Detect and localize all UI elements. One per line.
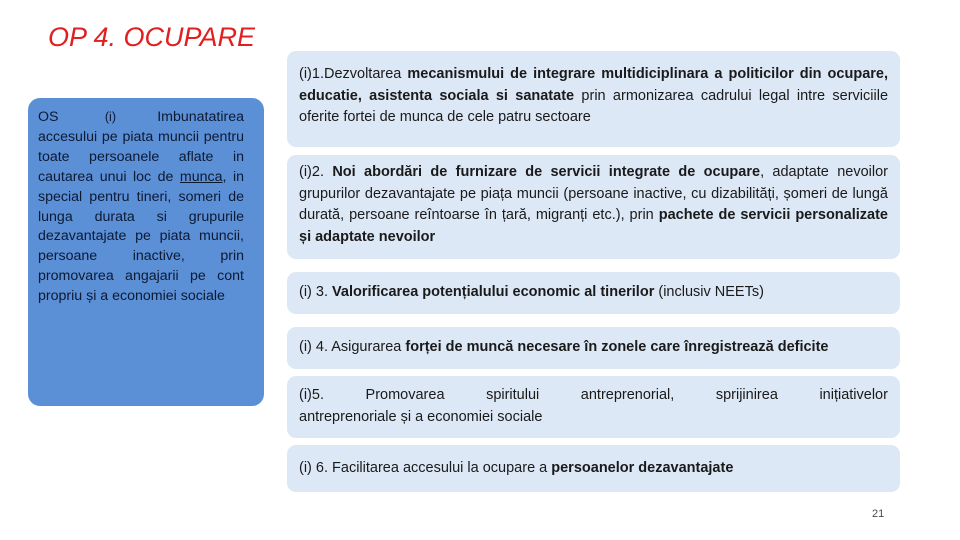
measure-box-5 [287,376,900,438]
measure-label: (i)2. [299,164,324,180]
objective-prefix: OS [38,109,59,125]
objective-text-2: , in special pentru tineri, someri de lunga durata si grupurile dezavantajate pe piata muncii, persoane inactive, prin promovarea angajarii pe cont propriu și a economiei sociale [38,168,244,305]
measure-bold-text: Noi abordări de furnizare de servicii integrate de ocupare [323,164,761,180]
measure-bold-text: pachete de servicii personalizate și adaptate nevoilor [299,207,888,245]
measure-text: (inclusiv NEETs) [654,284,764,300]
measure-word: Promovarea [365,387,445,403]
measure-word: spiritului [486,387,540,403]
objective-box [28,98,264,406]
measure-bold-text: persoanelor dezavantajate [551,460,734,476]
objective-underlined: munca [179,168,223,185]
objective-code: (i) [104,110,116,124]
measure-line-2: antreprenoriale și a economiei sociale [299,408,543,425]
measure-box-1 [287,51,900,147]
measure-label: (i) 4. [299,339,328,355]
objective-text-1: Imbunatatirea accesului pe piata muncii pentru toate persoanele aflate in cautarea unui loc de [38,109,244,185]
measure-text: , adaptate nevoilor grupurilor dezavantajate pe piața muncii (persoane inactive, cu dizabilități, șomeri de lungă durată, persoane reîntoarse în țară, migranți etc.), prin [299,164,888,223]
measure-bold-text: mecanismului de integrare multidiciplinara a politicilor din ocupare, educatie, asistenta sociala si sanatate [299,66,888,104]
measure-text: Asigurarea [328,339,406,355]
measure-label: (i)1. [299,66,324,82]
measure-box-2 [287,155,900,259]
measure-text: Facilitarea accesului la ocupare a [328,460,552,476]
measure-text: prin armonizarea cadrului legal intre serviciile oferite fortei de munca de cele patru sectoare [299,87,889,125]
measure-label: (i) 3. [299,284,328,300]
measure-label: (i)5. [299,387,324,403]
measure-word: sprijinirea [715,387,778,403]
measure-bold-text: forței de muncă necesare în zonele care înregistrează deficite [405,339,829,355]
measure-box-3 [287,272,900,314]
page-number: 21 [872,508,885,520]
measure-box-4 [287,327,900,369]
measure-word: antreprenorial, [580,387,675,403]
slide-title: OP 4. OCUPARE [48,22,256,52]
measure-label: (i) 6. [299,460,328,476]
measure-box-6 [287,445,900,492]
measure-bold-text: Valorificarea potențialului economic al tinerilor [328,284,655,300]
measure-line-1 [299,385,888,407]
measure-word: inițiativelor [819,387,888,403]
measure-text: Dezvoltarea [323,66,408,82]
